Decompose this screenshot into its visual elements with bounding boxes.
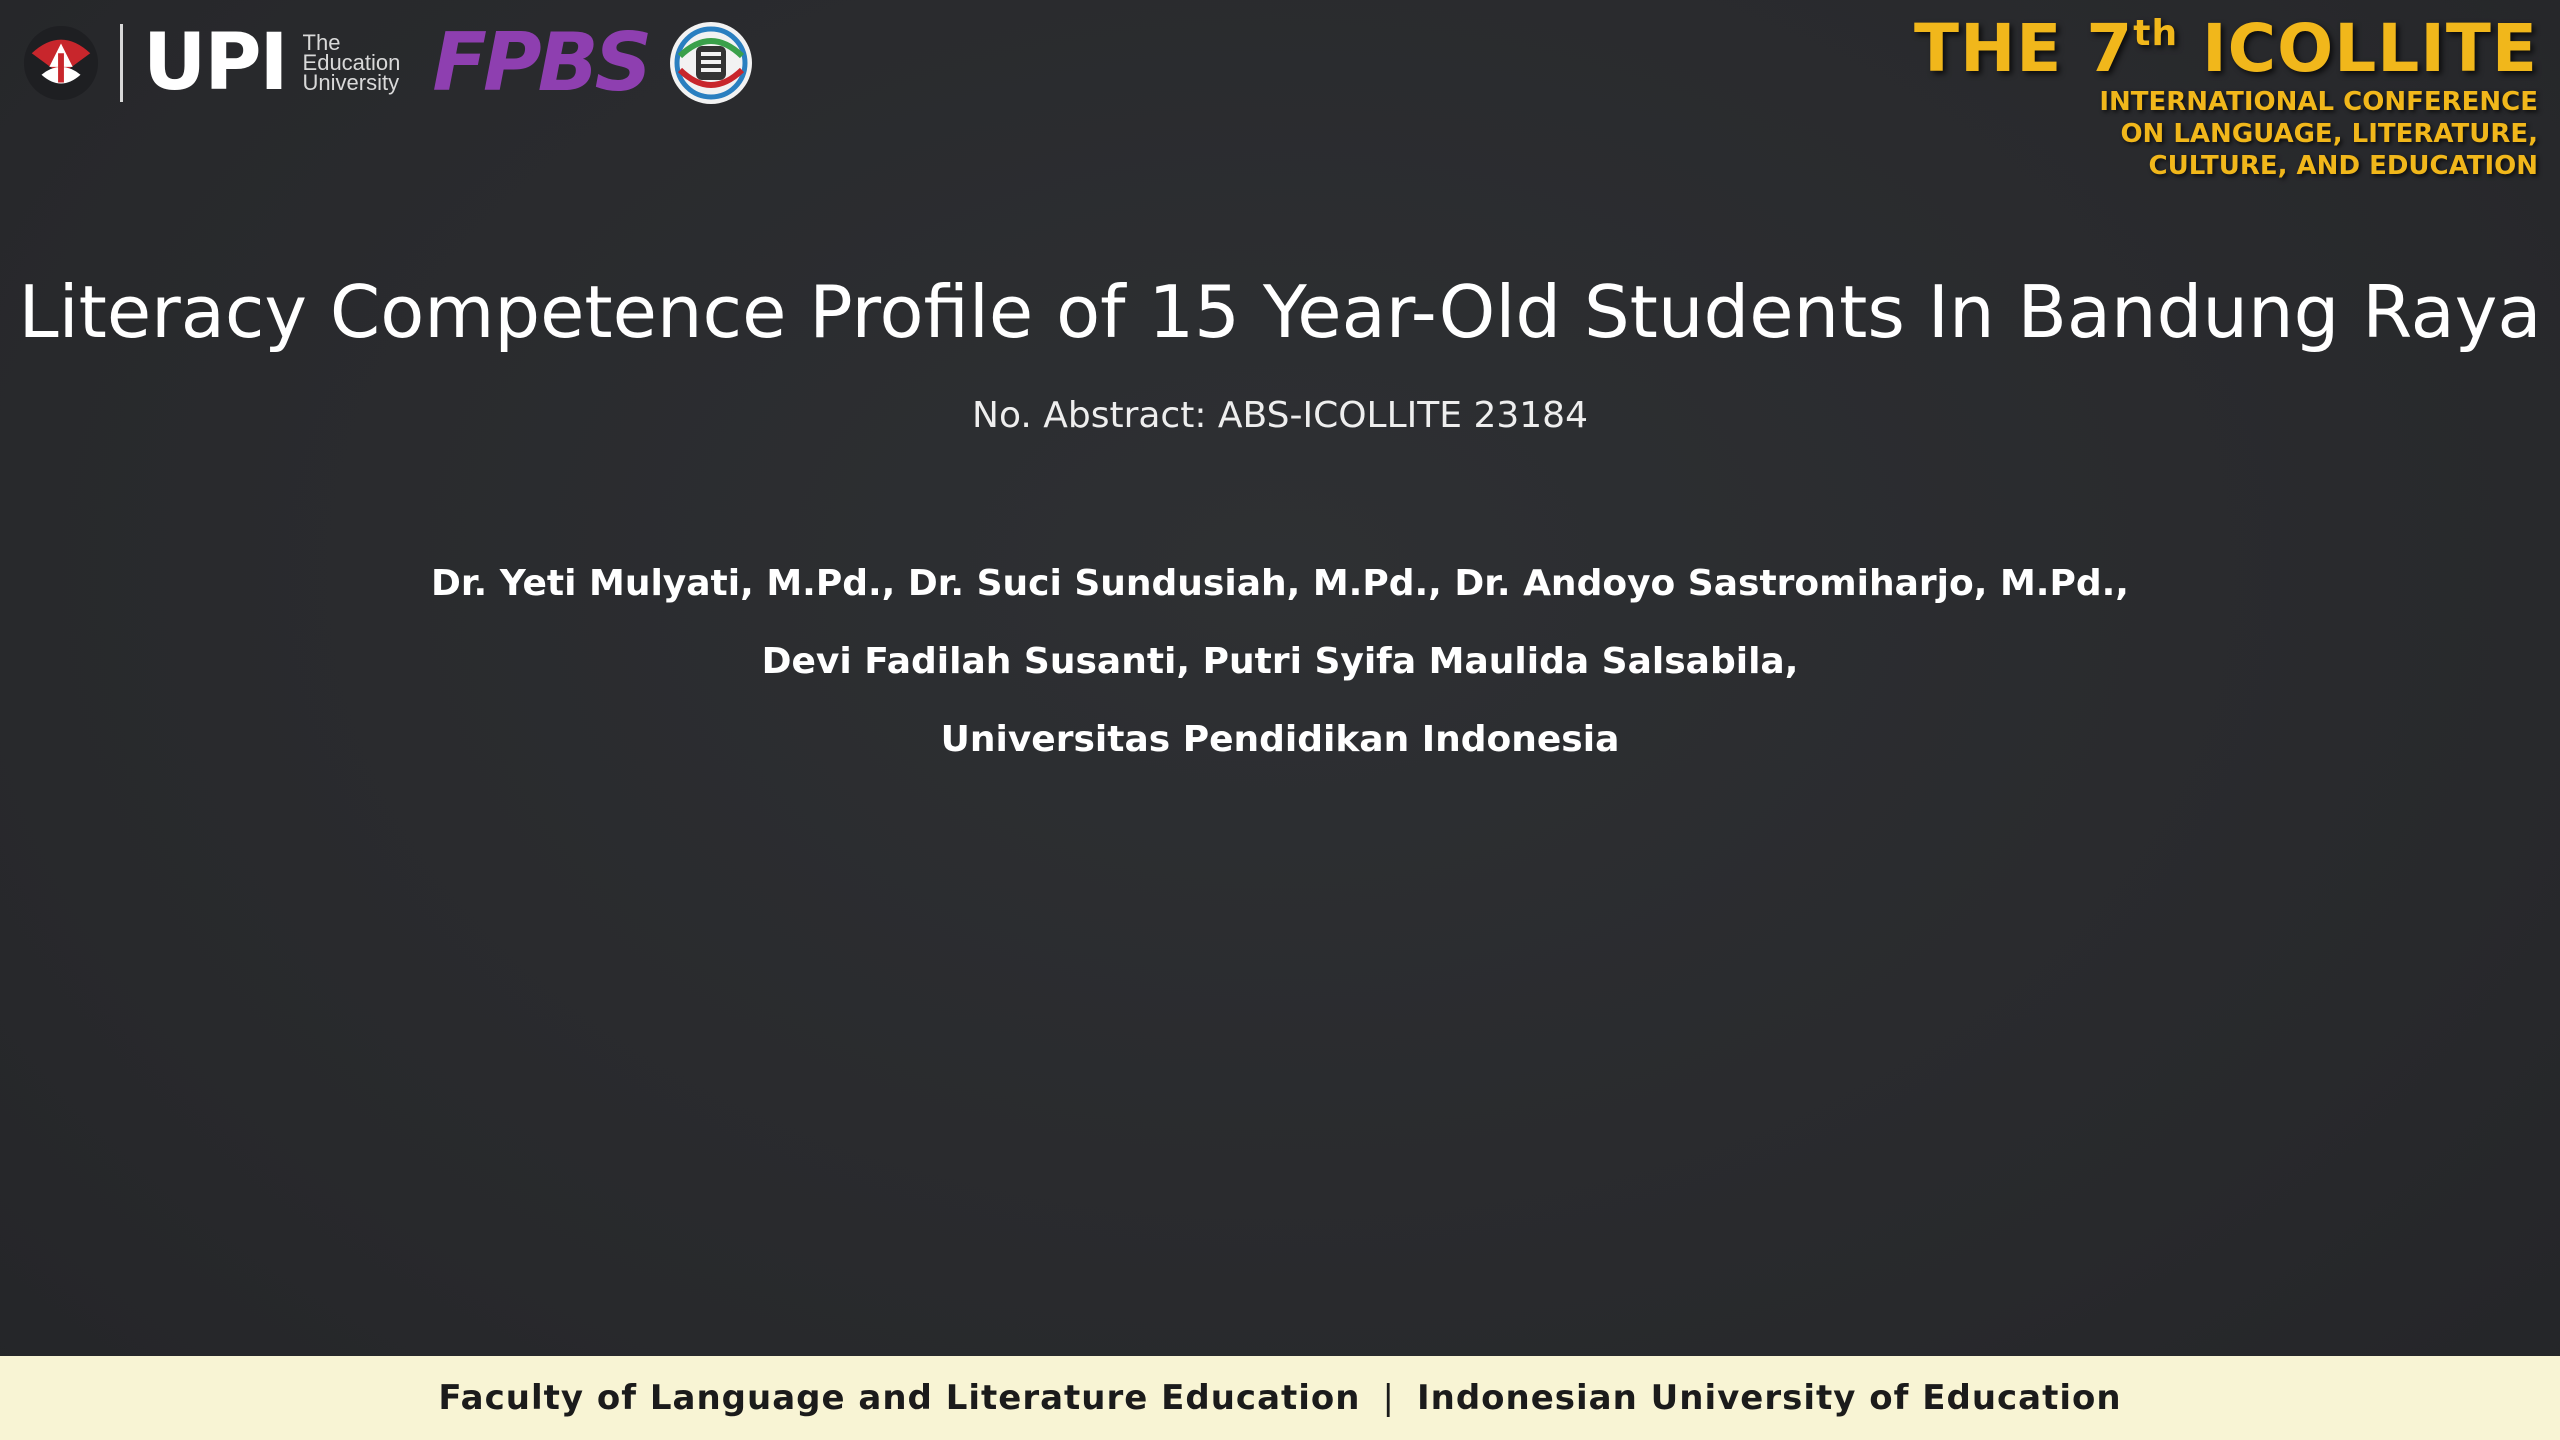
authors-block bbox=[0, 545, 2560, 779]
conference-title-ordinal: th bbox=[2133, 13, 2179, 54]
slide-title: Literacy Competence Profile of 15 Year-Old Students In Bandung Raya bbox=[18, 270, 2542, 354]
upi-tagline bbox=[302, 30, 401, 95]
upi-tagline-line: University bbox=[302, 70, 400, 95]
upi-tagline-line: Education bbox=[302, 50, 401, 75]
conference-subtitle bbox=[1914, 86, 2538, 182]
fpbs-logo-text: FPBS bbox=[432, 16, 649, 109]
conference-subtitle-line: CULTURE, AND EDUCATION bbox=[2148, 151, 2538, 181]
conference-branding bbox=[1914, 10, 2538, 182]
abstract-number: No. Abstract: ABS-ICOLLITE 23184 bbox=[972, 395, 1588, 436]
footer-banner bbox=[0, 1356, 2560, 1440]
upi-tagline-line: The bbox=[302, 30, 341, 55]
footer-faculty: Faculty of Language and Literature Education bbox=[438, 1378, 1361, 1418]
conference-seal-icon bbox=[668, 20, 754, 106]
footer-separator: | bbox=[1382, 1378, 1395, 1418]
upi-logo-text: UPI bbox=[143, 18, 287, 108]
upi-emblem-icon bbox=[22, 24, 100, 102]
authors-line: Devi Fadilah Susanti, Putri Syifa Maulida Salsabila, bbox=[761, 641, 1799, 682]
conference-title-name: ICOLLITE bbox=[2178, 10, 2538, 87]
logo-divider bbox=[120, 24, 123, 102]
affiliation: Universitas Pendidikan Indonesia bbox=[940, 719, 1620, 760]
conference-title bbox=[1914, 10, 2538, 87]
conference-subtitle-line: ON LANGUAGE, LITERATURE, bbox=[2120, 119, 2538, 149]
conference-title-number: THE 7 bbox=[1914, 10, 2134, 87]
authors-line: Dr. Yeti Mulyati, M.Pd., Dr. Suci Sundusiah, M.Pd., Dr. Andoyo Sastromiharjo, M.Pd., bbox=[431, 563, 2129, 604]
footer-university: Indonesian University of Education bbox=[1416, 1378, 2122, 1418]
conference-subtitle-line: INTERNATIONAL CONFERENCE bbox=[2099, 87, 2538, 117]
header-logos bbox=[22, 18, 754, 108]
